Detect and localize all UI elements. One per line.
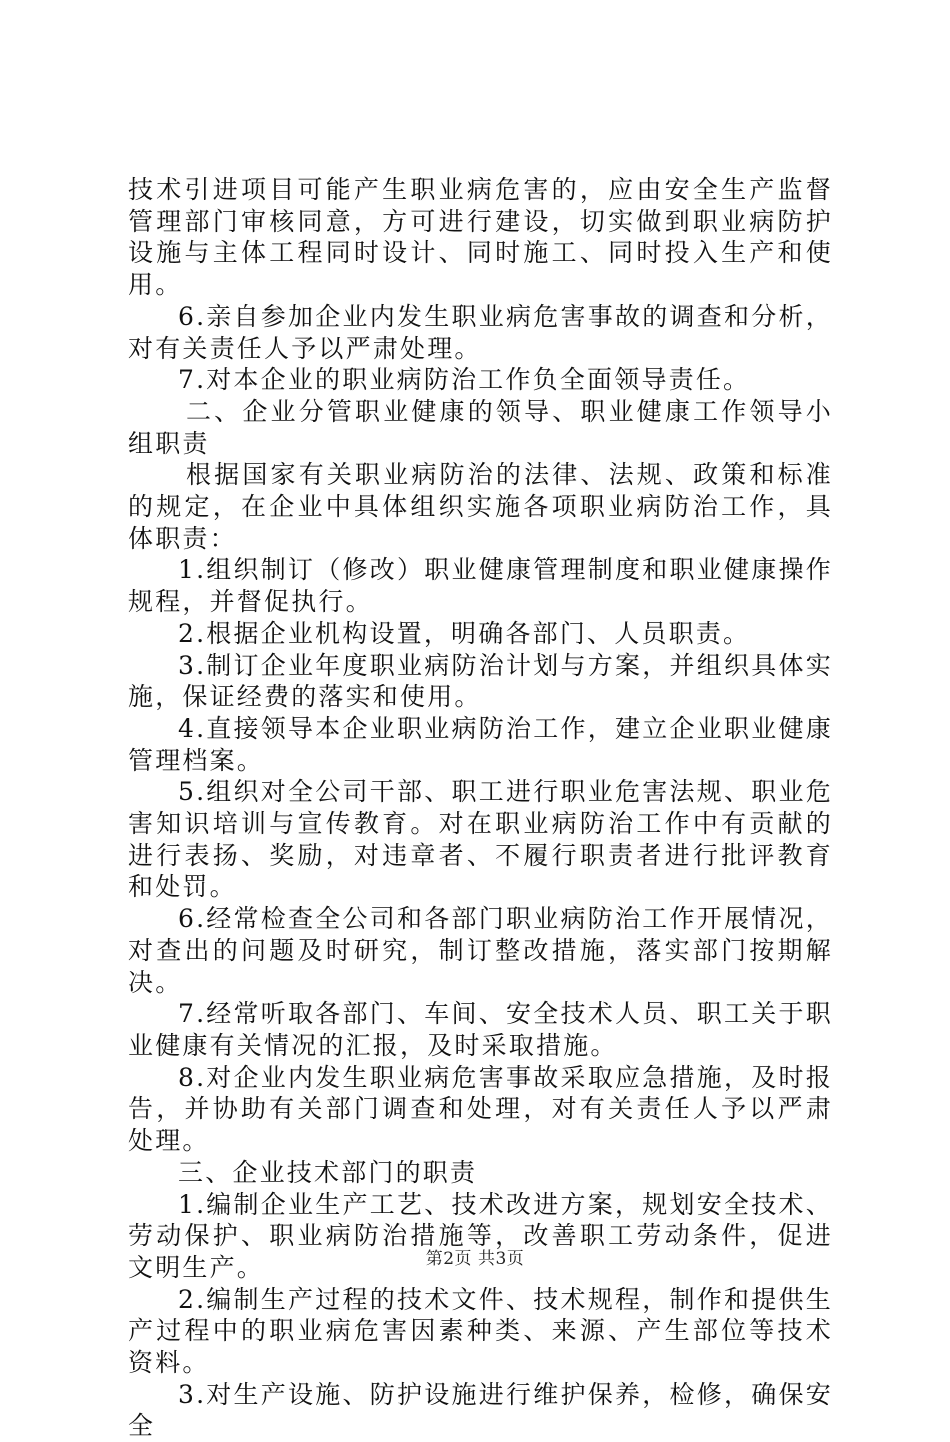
section-2-item-6: 6.经常检查全公司和各部门职业病防治工作开展情况，对查出的问题及时研究，制订整改措施，落实部门按期解决。 — [128, 904, 833, 997]
section-2-item-5: 5.组织对全公司干部、职工进行职业危害法规、职业危害知识培训与宣传教育。对在职业病防治工作中有贡献的进行表扬、奖励，对违章者、不履行职责者进行批评教育和处罚。 — [128, 777, 833, 902]
section-3-item-2: 2.编制生产过程的技术文件、技术规程，制作和提供生产过程中的职业病危害因素种类、来源、产生部位等技术资料。 — [128, 1284, 833, 1378]
section-2-item-3: 3.制订企业年度职业病防治计划与方案，并组织具体实施，保证经费的落实和使用。 — [128, 650, 833, 712]
section-3-item-1: 1.编制企业生产工艺、技术改进方案，规划安全技术、劳动保护、职业病防治措施等，改善职工劳动条件，促进文明生产。 — [128, 1189, 833, 1282]
section-heading-3: 三、企业技术部门的职责 — [178, 1157, 478, 1187]
section-2-item-1: 1.组织制订（修改）职业健康管理制度和职业健康操作规程，并督促执行。 — [128, 555, 833, 617]
section-2-intro: 根据国家有关职业病防治的法律、法规、政策和标准的规定，在企业中具体组织实施各项职业病防治工作，具体职责： — [128, 460, 833, 553]
section-heading-2: 二、企业分管职业健康的领导、职业健康工作领导小组职责 — [128, 396, 833, 458]
paragraph-item-6: 6.亲自参加企业内发生职业病危害事故的调查和分析，对有关责任人予以严肃处理。 — [128, 301, 833, 363]
section-3-item-3: 3.对生产设施、防护设施进行维护保养，检修，确保安全 — [128, 1379, 833, 1441]
paragraph-item-7: 7.对本企业的职业病防治工作负全面领导责任。 — [178, 365, 751, 395]
section-2-item-2: 2.根据企业机构设置，明确各部门、人员职责。 — [178, 618, 751, 648]
section-2-item-7: 7.经常听取各部门、车间、安全技术人员、职工关于职业健康有关情况的汇报，及时采取措施。 — [128, 999, 833, 1060]
section-2-item-8: 8.对企业内发生职业病危害事故采取应急措施，及时报告，并协助有关部门调查和处理，对有关责任人予以严肃处理。 — [128, 1062, 833, 1156]
page-number-footer: 第2页 共3页 — [425, 1249, 525, 1269]
paragraph-continuation: 技术引进项目可能产生职业病危害的，应由安全生产监督管理部门审核同意，方可进行建设，切实做到职业病防护设施与主体工程同时设计、同时施工、同时投入生产和使用。 — [128, 175, 833, 300]
section-2-item-4: 4.直接领导本企业职业病防治工作，建立企业职业健康管理档案。 — [128, 713, 833, 775]
